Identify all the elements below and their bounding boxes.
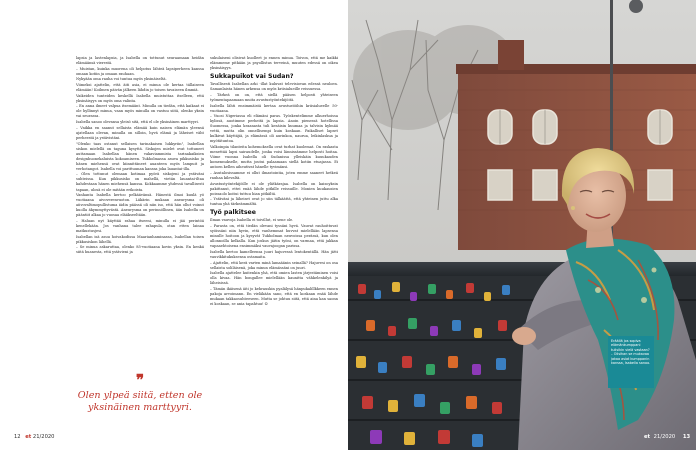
paragraph: "Olenko taas ostanut sellaisen tarinakaisen lukkyriin", Isabellan siskon mielellä on taguna kysyttä. Siskojen mielet ovat tottuneet auttamaan Isabellan hänen vakaviammista tarinakaiksien designhuonekaluista kokoamiseen. Tukholmassa asuva pikkusisko ja hänen miehensä ovat kiinnittäneet auanteen myös lampuit ja verhotangot. Isabella voi parittuunan kanssa joka lauantai-illa. <box>76 141 204 171</box>
paragraph: Isabella ajattelee kuitenkin yhä, että omien lasten järjestäminen voisi olla kivaa. Hän bongallee mielellään kaunitta vähkelenkilyä ja läheisissä. <box>210 271 338 286</box>
subheading: Sukkapuikot vai Sudan? <box>210 73 294 81</box>
page-folio-left <box>14 434 54 440</box>
paragraph: – Vaikka en saanut sellaista elämää kuin naisen elämän yleensä ajatellaan olevan, minulla on silloin, hyvä elämä ja läheiset väht perheestä ja ystävistäni. <box>76 125 204 140</box>
paragraph: sukulaiseni olisivat kuolleet jo ennen minua. Toivon, että me kaikki elämmeme pitkään ja psyollistus terveinä, muuten edessä on oikea yksinäisyys. <box>210 56 338 71</box>
paragraph: – Olen tottunut olemaan kotimaa pyörä siskojeni ja ystäväni suhteissa. Kun pikkusisko on mahellä, vietän lauantai-iltaa kahdestaan hänen miehensä kanssa. Kokkaamme yhdessä tavallisesti tapaan, ulosä ei ole mitään erikoista. <box>76 172 204 192</box>
paragraph: Isabella sanoo olevansa yleisö sitä, että el ole yksinäinen marttyyri. <box>76 120 199 125</box>
paragraph: Isabella lähti ensimmäistä kertaa avustustöihin kriisialueelle 50-vuotiaana. <box>210 103 338 113</box>
caption-text: Eräällä jos sopiva elämänkumppani tulisikin vielä vastaan? – Olisihan se mukavaa jakaa asiat kumppanin kanssa, Isabella sanoo. <box>611 339 651 366</box>
text-column-2 <box>210 56 338 308</box>
paragraph: Viimeksi ajattelin, että äiti asia, ei minua ole kertaa tällaiseen elämään! Koilmen päivän jälkeen lähdin jo toisen tavaiseen ilmmiä. <box>76 83 204 93</box>
page-number: 12 <box>14 434 21 440</box>
paragraph: – Vuosi Nigeriassa eli elämäni paras. Työskentelimme alkuerhoissa kylissä, auotimme perheitä ja lapsia. Anoin pienessä hotellissa Suomessa, jonka kraanasta tuli kesäisin kuumaa ja talvisin kylmää vettä, mutta olin onnellisempi kuin koskaan. Paikalliset lapset kulkivat käyttäjiä, ja elämässä oli aurinkoa, naurua, leikinlaskua ja myötätuntoa. <box>210 114 338 144</box>
paragraph: Isabella kertoo kamelleensa juuri hajuvessä lentokentällä. Hän jätti vauvikkitukuksensa ostamaita. <box>210 249 338 259</box>
paragraph: Isabellan isä asuu hoivakodissa Maarianhaminassa, Isabellan toisen pikkusiskon lähellä. <box>76 234 204 244</box>
paragraph: – En anna ilmeet valpua itsemäänt. Minulla on tiedän, että kaikaat ei ole hyllinnyt minua, vaan myös minulla on vastuu siitä, olenko yksin vai seurassa. <box>76 104 204 119</box>
paragraph: – Parasta on, että tiedän olevani tyssäni hyvä. Vauvat rauhoittuvat syöissäni niin hyvin, että vanhemmat huvvat mielellään lapsensa minulle hoitoon ja kysyvät Tukholman neuvoissa perässä, kun olen allonnoilla kelkalla. Kun joskus jäitin työni, on varmaa, että jakkan vapaaehtoisena ensimmäksi vauvajoogan parissa. <box>210 224 338 249</box>
photo-caption <box>608 336 654 388</box>
quote-mark-icon: ❞ <box>135 371 145 389</box>
paragraph: – Haluan nyt käyttää rahaa itseeni, minulla ei jää perintöä kenellekään. Jos vanhana talee rahapula, otan etten lainaa matkustusjesi. <box>76 218 204 234</box>
paragraph: Ilman vauvoja Isabella ei toivillut, ei sene ole. <box>210 218 294 223</box>
pull-quote <box>76 371 204 413</box>
paragraph: – Tärkeä on on, että siellä pääsen helposti yhteiseen työmentapaamaan muita avustustyöntekijöitä. <box>210 92 338 102</box>
paragraph: Avustustyöntekijöille ei ole ylätkärajaa. Isabella on kaisoyksin pakittanut, ettei enää lähde pitkille reissuille. Monien kuukausien poissaolo koitui tuttuu hian pitkältä. <box>210 181 338 196</box>
issue-number: 21/2020 <box>32 434 55 440</box>
paragraph: Valkoinpia tilanteita kohemoksella ovat turhat kuolemat. On raskasta menettää lapsi sairaudelle, jonka voisi lännissämme helposti hoitaa. Viime vuonna Isabella oli Sudanissa ylleiskäin kuuukauden komennukselle, mutta joutui palaamaan siellä kotiin etuajassa. Ei antoen kellen aiheutivat hänelle tyvimänsi. <box>210 145 338 170</box>
paragraph: – Asutalosissamme ei ollut ilmastointia, joten emme saaneet hetkeä rauhaa kilevaltä. <box>210 170 338 180</box>
paragraph: Tavallisesti Isabellan arki -illat kuluvat televisiovan edessä neuloen. Samanlaista hänen arkensa on myös kriisialueille reissuessa. <box>210 82 338 92</box>
subheading: Työ palkitsee <box>210 209 256 217</box>
paragraph: Vanhanta Isabella kertoo pelkäävänsä. Hänestä ilmoi kuulä yö vuotiaana aivoverenvuoton. Läkärin mukaan aneurysma oli aiivovaltimopullistuma iädin päässä oli niin iso, että hän ollut voinut kuolla äkymmyttyvästä. Aneurysma on perinnöllinen, ään Isabella on pääntiit alkaa jo vuosaa elääkseeltään. <box>76 193 204 218</box>
paragraph: – Muistan, kuinka muorena oli helpotus lähteä lapsiperheen kanssa omaan kotiin ja omaan rauhaan. <box>76 66 204 76</box>
pull-quote-text: Olen ylpeä siitä, etten ole yksinäinen marttyyri. <box>77 390 203 413</box>
paragraph: lapsia ja lastenlapsia, ja Isabella on tottunut seuraamaan heidän elämäänsä vierestä. <box>76 56 204 66</box>
paragraph: Nykyään oma rauha voi tuntua myös yksinäiseltä. <box>76 77 167 82</box>
brand-logo: et <box>25 434 32 440</box>
paragraph: – Ystäväni ja läheiset ovat jo siin tälkäättä, että yhteinen juttu alka tuntua yhä tärkeämmältä. <box>210 197 338 207</box>
brand-logo: et <box>644 434 650 440</box>
paragraph: – Ajattelin, että kerä varten minä lamaäänin seinallä? Hajuvesi on osa sellaista soliläisenä, joka minun elämässäni on juuri. <box>210 260 338 270</box>
paragraph: – Se minua askaruttaa, olenko 85-vuotiaana kovin yksin. En kenkä siitä huanesta, että ystävieni ja <box>76 245 204 255</box>
paragraph: Vaikeiden tunteiden keskellä Isabella muistuttaa itselleen, että yksinäisyys on myös oma valinta. <box>76 93 204 103</box>
page-number: 13 <box>682 434 691 440</box>
page-folio-right <box>644 434 690 440</box>
issue-number: 21/2020 <box>653 434 676 440</box>
text-column-1 <box>76 56 204 256</box>
paragraph: – Tämän ikäisenä äiti jo kehrauskin pyalälysä hänpukalillkkeen ennen pakoja arvoimann. En vieläkään sano, että en koskaan enää lähde mukaan takkaosuhteeseen. Mutta se johtuu siitä, että aina kan saonn ei koskaan, se ania tapahtuu! ☺ <box>210 287 338 307</box>
